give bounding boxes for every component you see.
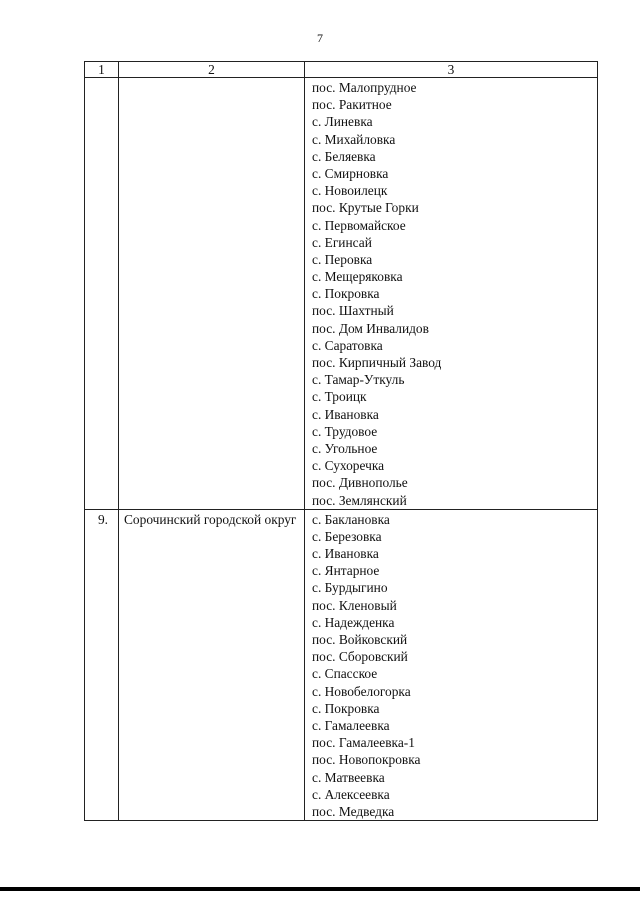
column-header-number: 1 bbox=[85, 62, 119, 78]
settlement-item: с. Янтарное bbox=[312, 563, 380, 579]
settlement-item: с. Михайловка bbox=[312, 131, 396, 147]
settlement-item: с. Первомайское bbox=[312, 217, 406, 233]
settlement-item: с. Бурдыгино bbox=[312, 580, 388, 596]
settlement-item: с. Новобелогорка bbox=[312, 683, 411, 699]
settlement-item: с. Перовка bbox=[312, 251, 373, 267]
settlements-table bbox=[84, 61, 598, 821]
settlement-item: пос. Сборовский bbox=[312, 649, 408, 665]
settlement-item: пос. Гамалеевка-1 bbox=[312, 735, 415, 751]
header-row bbox=[85, 62, 598, 78]
row-number: 9. bbox=[85, 509, 119, 820]
settlement-item: пос. Кленовый bbox=[312, 597, 397, 613]
settlement-item: пос. Дивнополье bbox=[312, 475, 408, 491]
row-number bbox=[85, 78, 119, 510]
settlement-item: пос. Кирпичный Завод bbox=[312, 355, 442, 370]
settlement-item: с. Спасское bbox=[312, 666, 378, 682]
settlement-item: пос. Шахтный bbox=[312, 303, 394, 319]
table-row bbox=[85, 78, 598, 510]
settlement-item: с. Покровка bbox=[312, 286, 380, 302]
settlement-item: с. Угольное bbox=[312, 440, 378, 456]
settlement-item: с. Надежденка bbox=[312, 614, 395, 630]
settlement-item: пос. Дом Инвалидов bbox=[312, 320, 429, 336]
district-name: Сорочинский городской округ bbox=[119, 509, 305, 820]
settlement-item: с. Алексеевка bbox=[312, 786, 390, 802]
settlement-item: с. Ивановка bbox=[312, 406, 379, 422]
settlement-item: пос. Войковский bbox=[312, 632, 408, 647]
settlement-item: с. Баклановка bbox=[312, 511, 390, 527]
settlement-item: пос. Ракитное bbox=[312, 97, 392, 113]
settlement-item: с. Егинсай bbox=[312, 234, 372, 250]
settlement-item: пос. Малопрудное bbox=[312, 80, 417, 95]
settlement-list bbox=[305, 78, 598, 510]
settlement-item: с. Новоилецк bbox=[312, 183, 388, 199]
page-number: 7 bbox=[317, 31, 323, 45]
settlement-item: с. Березовка bbox=[312, 528, 382, 544]
settlement-item: с. Матвеевка bbox=[312, 769, 385, 785]
settlement-item: пос. Новопокровка bbox=[312, 752, 421, 768]
settlement-item: с. Трудовое bbox=[312, 423, 378, 439]
column-header-settlements: 3 bbox=[305, 62, 598, 78]
column-header-district: 2 bbox=[119, 62, 305, 78]
settlement-item: с. Покровка bbox=[312, 700, 380, 716]
district-name bbox=[119, 78, 305, 510]
settlement-item: пос. Крутые Горки bbox=[312, 200, 419, 216]
settlement-item: с. Линевка bbox=[312, 114, 373, 130]
settlement-item: с. Сухоречка bbox=[312, 458, 385, 474]
settlement-item: с. Саратовка bbox=[312, 337, 383, 353]
table-body bbox=[85, 78, 598, 821]
settlement-item: с. Троицк bbox=[312, 389, 367, 405]
bottom-rule bbox=[0, 887, 640, 891]
settlement-item: с. Мещеряковка bbox=[312, 269, 403, 285]
settlement-item: пос. Землянский bbox=[312, 492, 407, 508]
settlement-item: с. Тамар-Уткуль bbox=[312, 372, 405, 388]
settlement-item: с. Беляевка bbox=[312, 148, 376, 164]
table-row bbox=[85, 509, 598, 820]
settlement-item: с. Смирновка bbox=[312, 165, 389, 181]
settlement-item: с. Гамалеевка bbox=[312, 717, 390, 733]
settlement-list bbox=[305, 509, 598, 820]
settlement-item: с. Ивановка bbox=[312, 546, 379, 562]
settlement-item: пос. Медведка bbox=[312, 803, 395, 819]
